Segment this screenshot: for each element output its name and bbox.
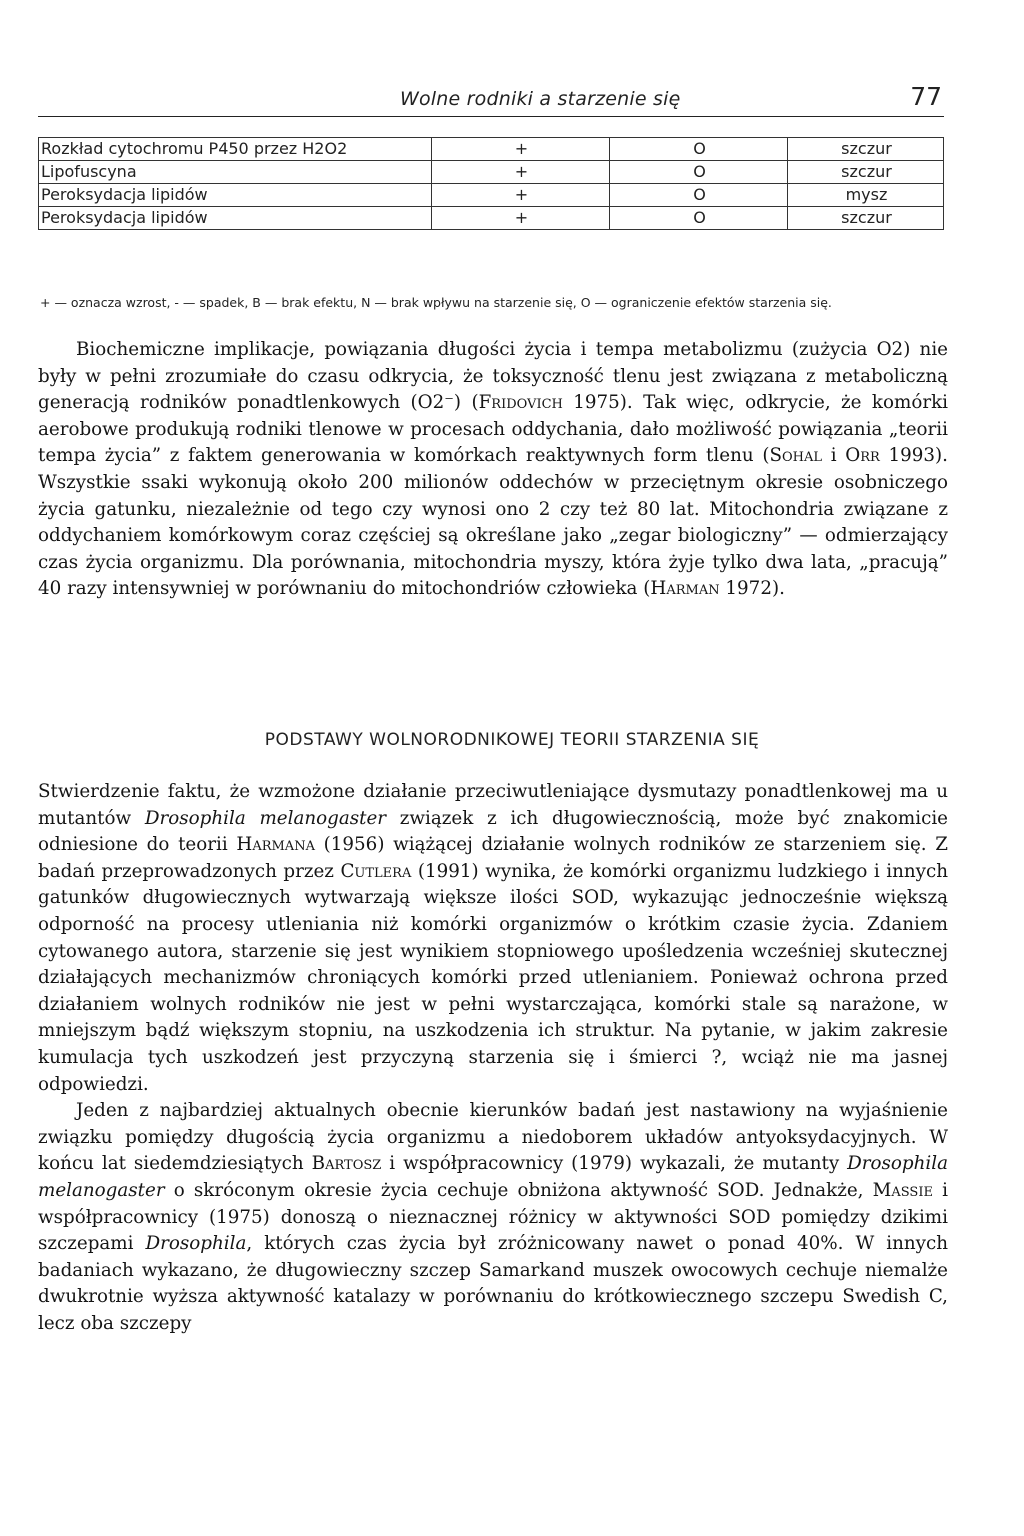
section-body	[38, 779, 948, 1337]
table-row	[39, 207, 944, 230]
running-title: Wolne rodniki a starzenie się	[400, 88, 681, 110]
paragraph-text	[38, 337, 948, 603]
page-header	[38, 84, 944, 117]
text-run: i	[822, 445, 846, 467]
table-cell: szczur	[788, 138, 944, 161]
text-run: , których czas życia był zróżnicowany nawet o ponad 40%. W innych badaniach wykazano, że długowieczny szczep Samarkand muszek owocowych cechuje niemalże dwukrotnie wyższa aktywność katalazy w porównaniu do krótkowiecznego szczepu Swedish C, lecz oba szczepy	[38, 1233, 949, 1334]
species-name: Drosophila melanogaster	[38, 1153, 948, 1201]
data-table	[38, 137, 944, 230]
table-cell: +	[432, 161, 610, 184]
text-run: o skróconym okresie życia cechuje obniżona aktywność SOD. Jednakże,	[164, 1179, 873, 1201]
table-cell: O	[610, 184, 788, 207]
citation-author: Fridovich	[478, 392, 563, 414]
table-cell: +	[432, 138, 610, 161]
table-row	[39, 161, 944, 184]
text-run: 1975). Tak więc, odkrycie, że komórki aerobowe produkują rodniki tlenowe w procesach oddychania, dało możliwość powiązania „teorii tempa życia” z faktem generowania w komórkach reaktywnych form tlenu (	[38, 392, 948, 467]
text-run: (1991) wynika, że komórki organizmu ludzkiego i innych gatunków długowiecznych wytwarzają większe ilości SOD, wykazując jednocześnie większą odporność na procesy utleniania niż komórki organizmów o krótkim czasie życia. Zdaniem cytowanego autora, starzenie się jest wynikiem stopniowego upośledzenia wcześniej skutecznej działających mechanizmów chroniących komórki przed utlenianiem. Ponieważ ochrona przed działaniem wolnych rodników nie jest w pełni wystarczająca, komórki stale są narażone, w mniejszym bądź większym stopniu, na uszkodzenia ich struktur. Na pytanie, w jakim zakresie kumulacja tych uszkodzeń jest przyczyną starzenia się i śmierci ?, wciąż nie ma jasnej odpowiedzi.	[38, 860, 948, 1095]
citation-author: Bartosz	[311, 1153, 382, 1175]
text-run: związek z ich długowiecznością, może być znakomicie odniesione do teorii	[38, 807, 948, 856]
text-run: i współpracownicy (1975) donoszą o nieznacznej różnicy w aktywności SOD pomiędzy dzikimi szczepami	[38, 1179, 948, 1255]
paragraph-text	[38, 1098, 948, 1337]
table-cell: szczur	[788, 207, 944, 230]
table-cell: Lipofuscyna	[39, 161, 432, 184]
table-cell: O	[610, 207, 788, 230]
paragraph-text	[38, 779, 948, 1098]
table-row	[39, 138, 944, 161]
citation-author: Cutlera	[340, 860, 412, 882]
table-cell: szczur	[788, 161, 944, 184]
text-run: Stwierdzenie faktu, że wzmożone działanie przeciwutleniające dysmutazy ponadtlenkowej ma u mutantów	[38, 781, 948, 829]
citation-author: Orr	[845, 445, 880, 467]
citation-author: Harmana	[236, 834, 315, 856]
species-name: Drosophila melanogaster	[144, 807, 387, 829]
table-cell: Peroksydacja lipidów	[39, 207, 432, 230]
table-cell: mysz	[788, 184, 944, 207]
page-number: 77	[910, 82, 942, 111]
species-name: Drosophila	[145, 1233, 247, 1255]
text-run: 1972).	[719, 578, 785, 600]
table-cell: Peroksydacja lipidów	[39, 184, 432, 207]
table-row	[39, 184, 944, 207]
text-run: Jeden z najbardziej aktualnych obecnie kierunków badań jest nastawiony na wyjaśnienie związku pomiędzy długością życia organizmu a niedoborem układów antyoksydacyjnych. W końcu lat siedemdziesiątych	[38, 1100, 948, 1175]
table-cell: O	[610, 138, 788, 161]
table-cell: Rozkład cytochromu P450 przez H2O2	[39, 138, 432, 161]
text-run: Biochemiczne implikacje, powiązania długości życia i tempa metabolizmu (zużycia O2) nie były w pełni zrozumiałe do czasu odkrycia, że toksyczność tlenu jest związana z metaboliczną generacją rodników ponadtlenkowych (O2⁻) (	[38, 339, 948, 414]
text-run: i współpracownicy (1979) wykazali, że mutanty	[381, 1153, 848, 1175]
paragraph-metabolism	[38, 337, 948, 603]
citation-author: Harman	[650, 578, 720, 600]
text-run: 1993). Wszystkie ssaki wykonują około 200 milionów oddechów w przeciętnym okresie osobniczego życia gatunku, niezależnie od tego czy wynosi ono 2 czy też 80 lat. Mitochondria związane z oddychaniem komórkowym coraz częściej są określane jako „zegar biologiczny” — odmierzający czas życia organizmu. Dla porównania, mitochondria myszy, która żyje tylko dwa lata, „pracują” 40 razy intensywniej w porównaniu do mitochondriów człowieka (	[38, 445, 948, 600]
table-legend: + — oznacza wzrost, - — spadek, B — brak efektu, N — brak wpływu na starzenie się, O — ograniczenie efektów starzenia się.	[40, 295, 832, 310]
text-run: (1956) wiążącej działanie wolnych rodników ze starzeniem się. Z badań przeprowadzonych przez	[38, 834, 948, 882]
section-heading: PODSTAWY WOLNORODNIKOWEJ TEORII STARZENIA SIĘ	[264, 730, 760, 750]
citation-author: Sohal	[769, 445, 822, 467]
table-cell: +	[432, 184, 610, 207]
citation-author: Massie	[872, 1179, 933, 1201]
table-cell: +	[432, 207, 610, 230]
table-cell: O	[610, 161, 788, 184]
